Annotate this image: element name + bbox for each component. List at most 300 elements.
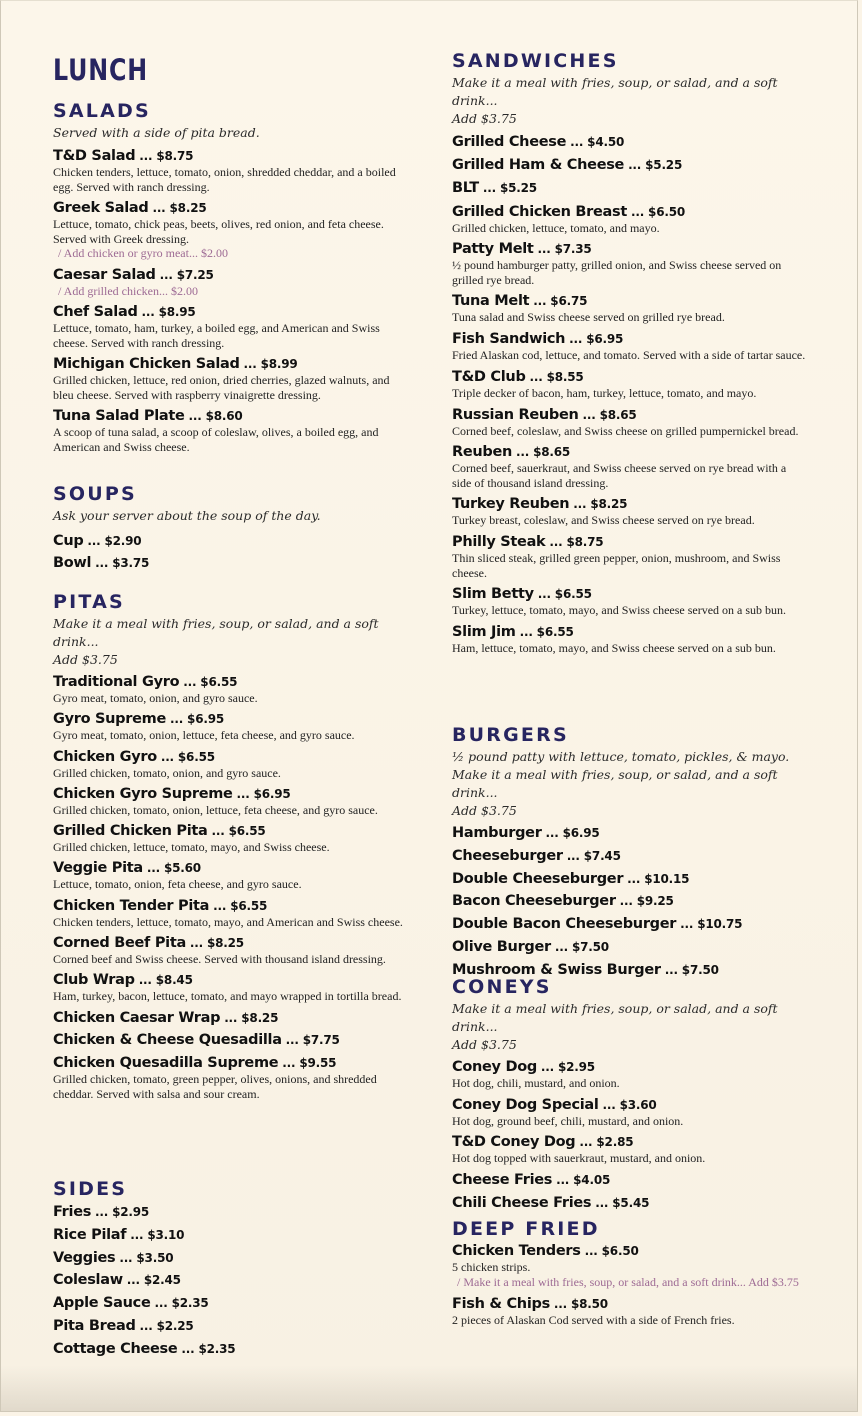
menu-item-name: T&D Club (452, 368, 526, 385)
menu-item (53, 1317, 405, 1335)
price-separator: ... (232, 786, 254, 801)
menu-item-header (53, 1203, 405, 1221)
menu-item-price: $4.05 (573, 1172, 611, 1187)
price-separator: ... (615, 894, 637, 909)
menu-item-header (452, 1058, 807, 1076)
menu-item-name: Cheeseburger (452, 847, 563, 864)
menu-item-description: Hot dog, ground beef, chili, mustard, and onion. (452, 1113, 684, 1128)
menu-item-price: $8.25 (169, 201, 207, 215)
menu-item-description: Lettuce, tomato, ham, turkey, a boiled egg, and American and Swiss cheese. Served with ranch dressing. (53, 321, 380, 350)
menu-item (53, 303, 405, 350)
menu-item-price: $9.55 (299, 1056, 337, 1071)
menu-item-price: $2.35 (198, 1341, 236, 1356)
menu-item-header (452, 406, 807, 424)
menu-item-price: $5.25 (499, 181, 537, 196)
menu-item-header (452, 1242, 807, 1260)
menu-item-price: $5.25 (645, 158, 683, 173)
menu-item-price: $5.60 (163, 861, 201, 876)
menu-item-name: BLT (452, 180, 479, 197)
price-separator: ... (209, 898, 231, 913)
menu-item-description: Grilled chicken, lettuce, tomato, and mayo. (452, 220, 660, 235)
menu-item (53, 1340, 405, 1358)
price-separator: ... (148, 201, 170, 215)
menu-item-name: Grilled Chicken Pita (53, 823, 208, 840)
menu-item-name: Tuna Salad Plate (53, 408, 185, 424)
price-separator: ... (150, 1296, 172, 1311)
price-separator: ... (578, 407, 600, 422)
menu-item (53, 748, 405, 781)
menu-item-description: Grilled chicken, tomato, green pepper, olives, onions, and shredded cheddar. Served with salsa and sour cream. (53, 1072, 377, 1101)
section-burgers (452, 724, 807, 979)
menu-item-price: $6.95 (253, 786, 291, 801)
menu-item-name: Michigan Chicken Salad (53, 356, 240, 372)
price-separator: ... (512, 445, 534, 460)
menu-item-description: Ham, lettuce, tomato, mayo, and Swiss cheese served on a sub bun. (452, 640, 776, 655)
menu-item-price: $8.25 (206, 936, 244, 951)
price-separator: ... (566, 135, 588, 149)
price-separator: ... (533, 242, 555, 257)
menu-item-description: Gyro meat, tomato, onion, and gyro sauce. (53, 691, 258, 705)
menu-item-header (452, 1295, 807, 1313)
menu-item-description: Triple decker of bacon, ham, turkey, lettuce, tomato, and mayo. (452, 385, 757, 400)
menu-item-price: $2.90 (104, 534, 142, 548)
price-separator: ... (126, 1227, 148, 1242)
menu-item-price: $6.50 (648, 204, 686, 219)
menu-item-name: Apple Sauce (53, 1295, 151, 1312)
price-separator: ... (525, 369, 547, 384)
menu-item (53, 1009, 405, 1027)
price-separator: ... (676, 917, 698, 932)
menu-item-price: $7.25 (176, 267, 214, 282)
menu-item-header (53, 147, 405, 165)
menu-item (452, 915, 807, 933)
menu-item-description: Corned beef and Swiss cheese. Served with thousand island dressing. (53, 952, 386, 967)
menu-item (452, 368, 807, 401)
menu-item (53, 934, 405, 967)
price-separator: ... (91, 1205, 113, 1219)
menu-item (452, 585, 807, 618)
menu-item-name: Traditional Gyro (53, 674, 180, 690)
menu-item (53, 147, 405, 194)
menu-item-header (53, 407, 405, 425)
menu-item (452, 847, 807, 865)
menu-item-name: Cup (53, 533, 84, 549)
menu-item (53, 1249, 405, 1267)
menu-item-name: Grilled Ham & Cheese (452, 157, 625, 174)
menu-item-price: $10.75 (697, 917, 743, 932)
menu-item-name: Coney Dog Special (452, 1096, 599, 1113)
menu-item-header (452, 847, 807, 865)
menu-item-name: Chef Salad (53, 304, 138, 320)
menu-item-header (53, 971, 405, 989)
section-sandwiches (452, 50, 807, 655)
price-separator: ... (598, 1097, 620, 1112)
menu-item-price: $6.95 (586, 332, 624, 347)
menu-item-header (53, 303, 405, 321)
menu-item (53, 554, 405, 572)
menu-item (53, 407, 405, 454)
menu-item-description: Grilled chicken, lettuce, tomato, mayo, and Swiss cheese. (53, 840, 330, 855)
menu-item-name: Slim Betty (452, 586, 534, 603)
item-list (53, 673, 405, 1101)
menu-item-header (53, 673, 405, 691)
menu-item-header (452, 495, 807, 513)
menu-item-description: Gyro meat, tomato, onion, lettuce, feta cheese, and gyro sauce. (53, 728, 355, 743)
item-list (452, 1058, 807, 1212)
menu-item-header (452, 938, 807, 956)
menu-item-price: $8.45 (155, 973, 193, 988)
menu-item-name: Hamburger (452, 825, 542, 841)
menu-item-header (53, 199, 405, 217)
menu-item-price: $6.95 (562, 826, 600, 840)
menu-item-price: $2.35 (171, 1296, 209, 1311)
menu-item-price: $7.35 (554, 242, 592, 257)
menu-item-addon: / Add grilled chicken... $2.00 (58, 283, 198, 298)
menu-item-name: Fries (53, 1204, 92, 1220)
item-list (53, 532, 405, 572)
menu-item-price: $8.65 (599, 407, 637, 422)
menu-item-header (53, 822, 405, 840)
menu-item (53, 1271, 405, 1289)
menu-item-name: Coney Dog (452, 1059, 537, 1075)
menu-item-price: $3.75 (112, 556, 150, 570)
menu-item-header (452, 870, 807, 888)
menu-item-name: Tuna Melt (452, 293, 530, 310)
menu-item-name: Fish Sandwich (452, 331, 566, 348)
menu-item-name: Gyro Supreme (53, 711, 166, 728)
section-deep-fried (452, 1218, 807, 1328)
section-soups (53, 483, 405, 572)
menu-item-name: Veggies (53, 1249, 116, 1266)
section-pitas (53, 591, 405, 1101)
menu-item-name: Caesar Salad (53, 266, 156, 283)
menu-item-name: Bacon Cheeseburger (452, 893, 616, 910)
price-separator: ... (179, 675, 201, 689)
menu-item-name: Patty Melt (452, 241, 534, 258)
section-note: Make it a meal with fries, soup, or salad, and a soft drink... (53, 616, 379, 649)
menu-item-description: Thin sliced steak, grilled green pepper, onion, mushroom, and Swiss cheese. (452, 551, 781, 580)
menu-item-header (53, 859, 405, 877)
menu-item (452, 892, 807, 910)
price-separator: ... (565, 332, 587, 347)
menu-item (452, 179, 807, 197)
menu-item-description: Turkey, lettuce, tomato, mayo, and Swiss cheese served on a sub bun. (452, 603, 787, 618)
menu-item-name: Turkey Reuben (452, 496, 570, 513)
menu-item (53, 1031, 405, 1049)
item-list (53, 147, 405, 454)
section-title-pitas: PITAS (53, 591, 125, 613)
price-separator: ... (83, 534, 105, 548)
menu-item-price: $2.85 (596, 1135, 634, 1149)
price-separator: ... (575, 1135, 597, 1149)
menu-item-header (53, 1031, 405, 1049)
menu-item-header (452, 585, 807, 603)
menu-item (452, 1295, 807, 1328)
menu-item-description: Corned beef, coleslaw, and Swiss cheese on grilled pumpernickel bread. (452, 423, 799, 438)
menu-item (53, 971, 405, 1004)
menu-item (452, 870, 807, 888)
menu-item-description: Fried Alaskan cod, lettuce, and tomato. Served with a side of tartar sauce. (452, 348, 806, 363)
section-note: Add $3.75 (452, 111, 517, 126)
menu-item-header (452, 156, 807, 174)
menu-item-name: Rice Pilaf (53, 1226, 127, 1243)
price-separator: ... (220, 1010, 242, 1025)
menu-item-name: Chicken & Cheese Quesadilla (53, 1032, 282, 1049)
menu-item-name: Cottage Cheese (53, 1340, 178, 1357)
menu-item-price: $6.55 (228, 824, 266, 839)
menu-item (452, 1058, 807, 1091)
menu-item-description: Lettuce, tomato, onion, feta cheese, and gyro sauce. (53, 877, 302, 892)
price-separator: ... (115, 1250, 137, 1265)
page-title: LUNCH (53, 53, 148, 87)
section-title-coneys: CONEYS (452, 976, 552, 998)
price-separator: ... (122, 1273, 144, 1288)
menu-item-price: $8.99 (260, 357, 298, 371)
menu-item-name: Grilled Cheese (452, 134, 567, 150)
price-separator: ... (552, 1172, 574, 1187)
menu-item-name: Coleslaw (53, 1272, 123, 1289)
menu-item-price: $8.25 (590, 497, 628, 512)
menu-item-price: $6.55 (554, 587, 592, 602)
menu-item-header (452, 443, 807, 461)
item-list (452, 133, 807, 655)
menu-item-price: $5.45 (612, 1195, 650, 1210)
section-note: Served with a side of pita bread. (53, 125, 260, 140)
menu-item-description: Turkey breast, coleslaw, and Swiss cheese served on rye bread. (452, 513, 755, 528)
price-separator: ... (185, 936, 207, 951)
menu-item-header (53, 1317, 405, 1335)
menu-item-price: $6.55 (230, 898, 268, 913)
menu-item-name: Philly Steak (452, 534, 546, 551)
menu-item-price: $3.60 (619, 1097, 657, 1112)
section-title-sides: SIDES (53, 1178, 128, 1200)
price-separator: ... (660, 962, 682, 977)
menu-item (53, 1294, 405, 1312)
menu-item (452, 623, 807, 656)
menu-item (452, 133, 807, 151)
menu-item-header (53, 532, 405, 550)
menu-item-price: $8.55 (546, 369, 584, 384)
menu-item (452, 824, 807, 842)
menu-item-header (452, 1133, 807, 1151)
menu-item-addon: / Add chicken or gyro meat... $2.00 (58, 246, 228, 260)
menu-item-name: Grilled Chicken Breast (452, 203, 627, 220)
section-note: Make it a meal with fries, soup, or salad, and a soft drink... (452, 1001, 778, 1034)
price-separator: ... (541, 826, 563, 840)
menu-item-description: A scoop of tuna salad, a scoop of coleslaw, olives, a boiled egg, and American and Swiss cheese. (53, 425, 379, 454)
section-note: Add $3.75 (53, 652, 118, 667)
price-separator: ... (591, 1195, 613, 1210)
menu-item-description: Tuna salad and Swiss cheese served on grilled rye bread. (452, 310, 725, 325)
price-separator: ... (207, 824, 229, 839)
item-list (452, 824, 807, 979)
menu-item-name: Veggie Pita (53, 860, 143, 877)
menu-item-name: Cheese Fries (452, 1171, 553, 1188)
menu-item-name: Pita Bread (53, 1317, 136, 1334)
menu-item (452, 1133, 807, 1166)
menu-item (452, 1242, 807, 1289)
menu-item-price: $7.45 (583, 848, 621, 863)
menu-item-header (53, 1009, 405, 1027)
menu-item-description: Corned beef, sauerkraut, and Swiss cheese served on rye bread with a side of thousand island dressing. (452, 461, 787, 490)
section-title-salads: SALADS (53, 100, 151, 122)
price-separator: ... (569, 497, 591, 512)
menu-item-addon: / Make it a meal with fries, soup, or salad, and a soft drink... Add $3.75 (457, 1274, 799, 1289)
price-separator: ... (529, 294, 551, 309)
menu-item-price: $6.55 (536, 624, 574, 639)
menu-item (53, 1203, 405, 1221)
price-separator: ... (278, 1056, 300, 1071)
menu-item (53, 1226, 405, 1244)
price-separator: ... (166, 712, 188, 727)
item-list (53, 1203, 405, 1358)
menu-item-header (53, 554, 405, 572)
menu-item (53, 859, 405, 892)
price-separator: ... (137, 305, 159, 319)
menu-item-name: Chicken Caesar Wrap (53, 1009, 221, 1026)
menu-item-header (452, 330, 807, 348)
section-title-sandwiches: SANDWICHES (452, 50, 619, 72)
menu-item-price: $2.95 (112, 1205, 150, 1219)
menu-item-name: Greek Salad (53, 200, 149, 216)
menu-item-description: Chicken tenders, lettuce, tomato, mayo, and American and Swiss cheese. (53, 914, 403, 929)
menu-item (53, 199, 405, 261)
menu-item-header (452, 1171, 807, 1189)
section-note: Add $3.75 (452, 1037, 517, 1052)
menu-item-name: Mushroom & Swiss Burger (452, 961, 661, 978)
menu-item-header (53, 355, 405, 373)
menu-item-name: Olive Burger (452, 938, 551, 955)
menu-item-header (53, 1226, 405, 1244)
menu-item (53, 673, 405, 706)
price-separator: ... (177, 1341, 199, 1356)
price-separator: ... (135, 149, 157, 163)
menu-item-description: Hot dog, chili, mustard, and onion. (452, 1076, 620, 1090)
menu-item-name: Russian Reuben (452, 406, 579, 423)
section-sides (53, 1178, 405, 1358)
menu-item-header (452, 623, 807, 641)
menu-item-description: 5 chicken strips. (452, 1260, 531, 1274)
menu-item (452, 495, 807, 528)
menu-item (53, 785, 405, 818)
menu-item-name: Corned Beef Pita (53, 935, 186, 952)
menu-item (452, 203, 807, 236)
menu-item-name: Chicken Quesadilla Supreme (53, 1055, 279, 1072)
menu-item-header (53, 934, 405, 952)
menu-item-name: T&D Salad (53, 148, 136, 164)
menu-item (53, 897, 405, 930)
price-separator: ... (184, 409, 206, 423)
menu-item-price: $4.50 (587, 135, 625, 149)
menu-item-header (452, 533, 807, 551)
menu-item (452, 406, 807, 439)
price-separator: ... (91, 556, 113, 570)
menu-item (452, 1096, 807, 1129)
price-separator: ... (478, 181, 500, 196)
menu-item-name: Chicken Gyro Supreme (53, 785, 233, 802)
menu-item-header (53, 1294, 405, 1312)
price-separator: ... (545, 535, 567, 550)
menu-item-description: Grilled chicken, tomato, onion, and gyro sauce. (53, 765, 281, 780)
menu-item-price: $7.75 (302, 1033, 340, 1048)
menu-item (452, 443, 807, 490)
menu-item-price: $2.45 (143, 1273, 181, 1288)
section-note: Make it a meal with fries, soup, or salad, and a soft drink... (452, 75, 778, 108)
menu-item-name: T&D Coney Dog (452, 1134, 576, 1150)
section-note: Ask your server about the soup of the day. (53, 508, 321, 523)
price-separator: ... (627, 204, 649, 219)
price-separator: ... (156, 749, 178, 764)
menu-item-price: $8.50 (570, 1297, 608, 1311)
section-coneys (452, 976, 807, 1212)
menu-item-header (53, 1271, 405, 1289)
price-separator: ... (281, 1033, 303, 1048)
menu-item-header (53, 748, 405, 766)
menu-item-price: $6.55 (177, 749, 215, 764)
section-note: Add $3.75 (452, 803, 517, 818)
section-note: Make it a meal with fries, soup, or salad, and a soft drink... (452, 767, 778, 800)
menu-item-header (452, 1194, 807, 1212)
menu-item-price: $8.75 (566, 535, 604, 550)
menu-item-price: $10.15 (644, 871, 690, 886)
menu-item (452, 156, 807, 174)
section-salads (53, 100, 405, 454)
menu-item-price: $8.60 (205, 409, 243, 423)
menu-item-name: Double Cheeseburger (452, 870, 624, 887)
menu-item-name: Bowl (53, 555, 92, 571)
menu-item (53, 355, 405, 402)
menu-item-description: ½ pound hamburger patty, grilled onion, and Swiss cheese served on grilled rye bread. (452, 258, 782, 287)
menu-item (53, 710, 405, 743)
section-note: ½ pound patty with lettuce, tomato, pickles, & mayo. (452, 749, 790, 764)
price-separator: ... (239, 357, 261, 371)
menu-item-description: Ham, turkey, bacon, lettuce, tomato, and mayo wrapped in tortilla bread. (53, 989, 402, 1004)
item-list (452, 1242, 807, 1328)
menu-item-price: $8.65 (533, 445, 571, 460)
price-separator: ... (549, 1297, 571, 1311)
menu-item (53, 266, 405, 299)
menu-item-header (452, 203, 807, 221)
menu-item-header (53, 710, 405, 728)
menu-item (452, 533, 807, 580)
page-bottom-shadow (1, 1365, 857, 1411)
menu-item (53, 532, 405, 550)
menu-item (452, 330, 807, 363)
menu-item-name: Chili Cheese Fries (452, 1194, 592, 1211)
menu-item-name: Slim Jim (452, 623, 516, 640)
menu-item (452, 1194, 807, 1212)
menu-item (452, 938, 807, 956)
menu-item-price: $6.75 (550, 294, 588, 309)
menu-item-description: 2 pieces of Alaskan Cod served with a side of French fries. (452, 1313, 735, 1327)
menu-item-name: Chicken Gyro (53, 748, 157, 765)
price-separator: ... (142, 861, 164, 876)
menu-item-header (452, 824, 807, 842)
menu-item-price: $3.50 (136, 1250, 174, 1265)
menu-item-price: $2.25 (156, 1318, 194, 1333)
menu-item-name: Club Wrap (53, 972, 135, 989)
price-separator: ... (134, 973, 156, 988)
menu-item (53, 822, 405, 855)
price-separator: ... (533, 587, 555, 602)
menu-item-header (452, 915, 807, 933)
price-separator: ... (135, 1318, 157, 1333)
menu-item-price: $2.95 (557, 1060, 595, 1074)
section-title-deep-fried: DEEP FRIED (452, 1218, 600, 1240)
section-title-soups: SOUPS (53, 483, 137, 505)
price-separator: ... (580, 1244, 602, 1258)
price-separator: ... (155, 267, 177, 282)
